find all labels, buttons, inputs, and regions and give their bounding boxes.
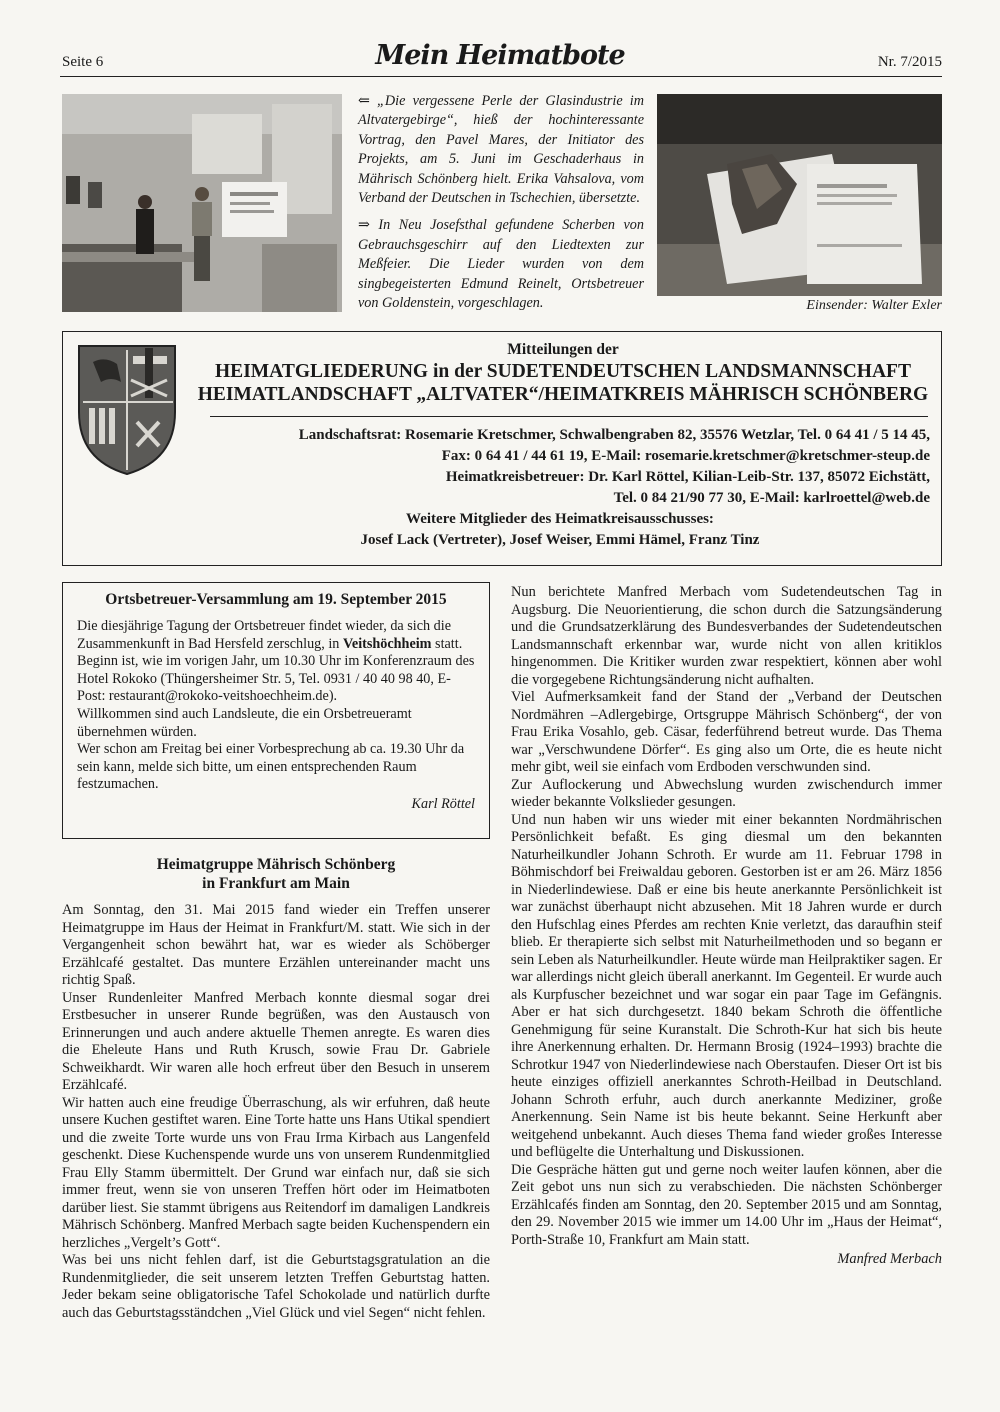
coat-of-arms-icon (75, 342, 179, 478)
photo-shards (657, 94, 942, 296)
meeting-notice-p1 (77, 618, 475, 653)
article-title-line-2: in Frankfurt am Main (202, 875, 350, 892)
caption-right-photo: ⇒ In Neu Josefsthal gefundene Scherben von Gebrauchsgeschirr auf den Liedtexten zur Meßfeier. Die Lieder wurden von dem singbegeisterten Edmund Reinelt, Ortsbetreuer von Goldenstein, vorgeschlagen. (358, 217, 644, 312)
article-left-p2: Unser Rundenleiter Manfred Merbach konnte diesmal sogar drei Erstbesucher in unserer Runde begrüßen, was den Austausch von Erinnerungen und auch andere aktuelle Themen anregte. Es waren dies die Eheleute Hans und Ruth Krusch, sowie Frau Dr. Gabriele Schweikhardt. Wir waren alle hoch erfreut über den Besuch in unserem Erzählcafé. (62, 989, 490, 1093)
article-left-p4: Was bei uns nicht fehlen darf, ist die Geburtstagsgratulation an die Rundenmitglieder, die seit unserem letzten Treffen Geburtstag hatten. Jeder bekam seine obligatorische Tafel Schokolade und natürlich durfte auch das Geburtstagsständchen „Viel Glück und viel Segen“ nicht fehlen. (62, 1252, 490, 1321)
photo-shards-image (657, 94, 942, 296)
announcement-heading-2: HEIMATLANDSCHAFT „ALTVATER“/HEIMATKREIS MÄHRISCH SCHÖNBERG (197, 384, 929, 405)
meeting-notice-p2: Beginn ist, wie im vorigen Jahr, um 10.30 Uhr im Konferenzraum des Hotel Rokoko (Thüngersheimer Str. 5, Tel. 0931 / 40 40 98 40, E-Post: restaurant@rokoko-veitshoechheim.de). (77, 653, 475, 705)
meeting-notice-p3: Willkommen sind auch Landsleute, die ein Orsbetreueramt übernehmen würden. (77, 705, 412, 740)
contact-line-1: Landschaftsrat: Rosemarie Kretschmer, Schwalbengraben 82, 35576 Wetzlar, Tel. 0 64 41 / 5 14 45, (298, 427, 930, 443)
meeting-notice-signature: Karl Röttel (411, 795, 475, 812)
announcement-rule (210, 416, 928, 417)
article-right-p4: Und nun haben wir uns wieder mit einer bekannten Nordmährischen Persönlichkeit befaßt. Es ging diesmal um den bekannten Naturheilkundler Johann Schroth. Er wurde am 11. Februar 1798 in Böhmischdorf bei Freiwaldau geboren. Gestorben ist er am 26. März 1856 in Niederlindewiese. Daß er eine bis heute anerkannte Persönlichkeit ist war zunächst überhaupt nicht abzusehen. Mit 18 Jahren wurde er durch den Hufschlag eines Pferdes am rechten Knie verletzt, das daraufhin steif blieb. Er therapierte sich selbst mit Naturheilmethoden und so begann er sein Leben als Naturheilkundler. Heute würde man Heilpraktiker sagen. Er war allerdings nicht gleich überall anerkannt. Im Gegenteil. Er wurde auch als Kurpfuscher bezeichnet und war sogar ein paar Tage im Gefängnis. Aber er hat sich durchgesetzt. 1840 bekam Schroth die öffentliche Genehmigung für seine Kuranstalt. Die Schroth-Kur hat sich bis heute ihre Anerkennung erhalten. Dr. Hermann Brosig (1924–1993) brachte die Schrotkur 1947 von Niederlindewiese nach Oberstaufen. Dieser Ort ist bis heute einziges offiziell anerkanntes Schroth-Heilbad in Deutschland. Johann Schroth erfuhr, auch durch anerkannte Mediziner, große Anerkennung. Sein Name ist bis heute bekannt. Seine Herkunft aber weitgehend unbekannt. Auch dieses Thema fand wieder großes Interesse und beflügelte die Unterhaltung und Diskussionen. (511, 811, 942, 1160)
meeting-notice-title: Ortsbetreuer-Versammlung am 19. September 2015 (105, 591, 447, 608)
masthead-title: Mein Heimatbote (375, 40, 625, 71)
meeting-notice-location: Veitshöchheim (342, 635, 432, 652)
contact-line-5: Weitere Mitglieder des Heimatkreisausschusses: (406, 511, 714, 527)
contact-line-4: Tel. 0 84 21/90 77 30, E-Mail: karlroettel@web.de (613, 490, 930, 506)
contact-line-6: Josef Lack (Vertreter), Josef Weiser, Emmi Hämel, Franz Tinz (360, 532, 760, 548)
meeting-notice-p1-post: statt. (431, 635, 463, 652)
issue-number: Nr. 7/2015 (877, 54, 942, 70)
article-left-p3: Wir hatten auch eine freudige Überraschung, als wir erfuhren, daß heute unsere Kuchen gestiftet waren. Eine Torte hatte uns Hans Utikal spendiert und die zweite Torte wurde uns von Frau Irma Kirbach aus Langenfeld geschenkt. Diese Kuchenspende wurde uns von unserem Rundenmitglied Frau Elly Stamm übermittelt. Der Grund war einfach nur, daß sie sich immer freut, wenn sie von unseren Treffen hört oder im Heimatboten darüber liest. Sie stammt übrigens aus Reitendorf im damaligen Landkreis Mährisch Schönberg. Manfred Merbach sagte beiden Kuchenspendern ein herzliches „Vergelt’s Gott“. (62, 1094, 490, 1251)
article-right-p2: Viel Aufmerksamkeit fand der Stand der „Verband der Deutschen Nordmähren –Adlergebirge, Ortsgruppe Mährisch Schönberg“, der von Frau Erika Vosahlo, geb. Cäsar, federführend betreut wurde. Das Thema war „Verschwundene Dörfer“. Es ging also um Orte, die es heute nicht mehr gibt, weil sie einfach vom Erdboden verschwunden sind. (511, 689, 942, 775)
article-column-right (511, 584, 942, 1269)
article-signature: Manfred Merbach (837, 1251, 942, 1267)
meeting-notice-box (62, 582, 490, 839)
caption-left-photo: ⇐ „Die vergessene Perle der Glasindustrie im Altvatergebirge“, hieß der hochinteressante Vortrag, den Pavel Mares, der Initiator des Projekts, am 5. Juni im Geschaderhaus in Mährisch Schönberg hielt. Erika Vahsalova, vom Verband der Deutschen in Tschechien, übersetzte. (358, 93, 644, 207)
article-title (62, 855, 490, 893)
announcement-heading-1: HEIMATGLIEDERUNG in der SUDETENDEUTSCHEN LANDSMANNSCHAFT (215, 361, 911, 382)
meeting-notice-p4: Wer schon am Freitag bei einer Vorbesprechung ab ca. 19.30 Uhr da sein kann, melde sich bitte, um einen entsprechenden Raum festzumachen. (77, 741, 465, 793)
photo-lecture-image (62, 94, 342, 312)
contact-line-2: Fax: 0 64 41 / 44 61 19, E-Mail: rosemarie.kretschmer@kretschmer-steup.de (441, 448, 930, 464)
photo-lecture (62, 94, 342, 312)
article-right-p5: Die Gespräche hätten gut und gerne noch weiter laufen können, aber die Zeit gebot uns nun sich zu verabschieden. Die nächsten Schönberger Erzählcafés finden am Sonntag, den 20. September 2015 und am Sonntag, den 29. November 2015 wie immer um 14.00 Uhr im „Haus der Heimat“, Porth-Straße 10, Frankfurt am Main statt. (511, 1161, 942, 1248)
announcement-intro: Mitteilungen der (507, 341, 619, 358)
photo-caption (358, 92, 644, 321)
article-title-line-1: Heimatgruppe Mährisch Schönberg (156, 856, 396, 873)
contact-line-3: Heimatkreisbetreuer: Dr. Karl Röttel, Kilian-Leib-Str. 137, 85072 Eichstätt, (445, 469, 930, 485)
article-right-p1: Nun berichtete Manfred Merbach vom Sudetendeutschen Tag in Augsburg. Die Neuorientierung, die schon durch die Satzungsänderung und die Grundsatzerklärung des Bundesverbandes der Sudetendeutschen Landsmannschaft erkennbar war, wurde nicht von allen kritiklos hingenommen. Die Kritiker wurden zwar respektiert, können aber wohl die vorgegebene Richtungsänderung nicht aufhalten. (511, 584, 942, 688)
page-number: Seite 6 (62, 54, 104, 70)
header-rule (60, 76, 942, 77)
announcement-text (190, 340, 936, 551)
article-column-left (62, 855, 490, 1322)
article-right-p3: Zur Auflockerung und Abwechslung wurden zwischendurch immer wieder bekannte Volkslieder gesungen. (511, 776, 942, 810)
article-left-p1: Am Sonntag, den 31. Mai 2015 fand wieder ein Treffen unserer Heimatgruppe im Haus der Heimat in Frankfurt/M. statt. Wie sich in der Vergangenheit schon bewährt hat, war es wieder als Schöberger Erzählcafé gestaltet. Das muntere Erzählen untereinander macht uns richtig Spaß. (62, 902, 490, 988)
meeting-notice-p1-pre: Die diesjährige Tagung der Ortsbetreuer findet wieder, da sich die Zusammenkunft in Bad Hersfeld zerschlug, in (77, 618, 452, 652)
submitter-credit: Einsender: Walter Exler (806, 298, 942, 313)
